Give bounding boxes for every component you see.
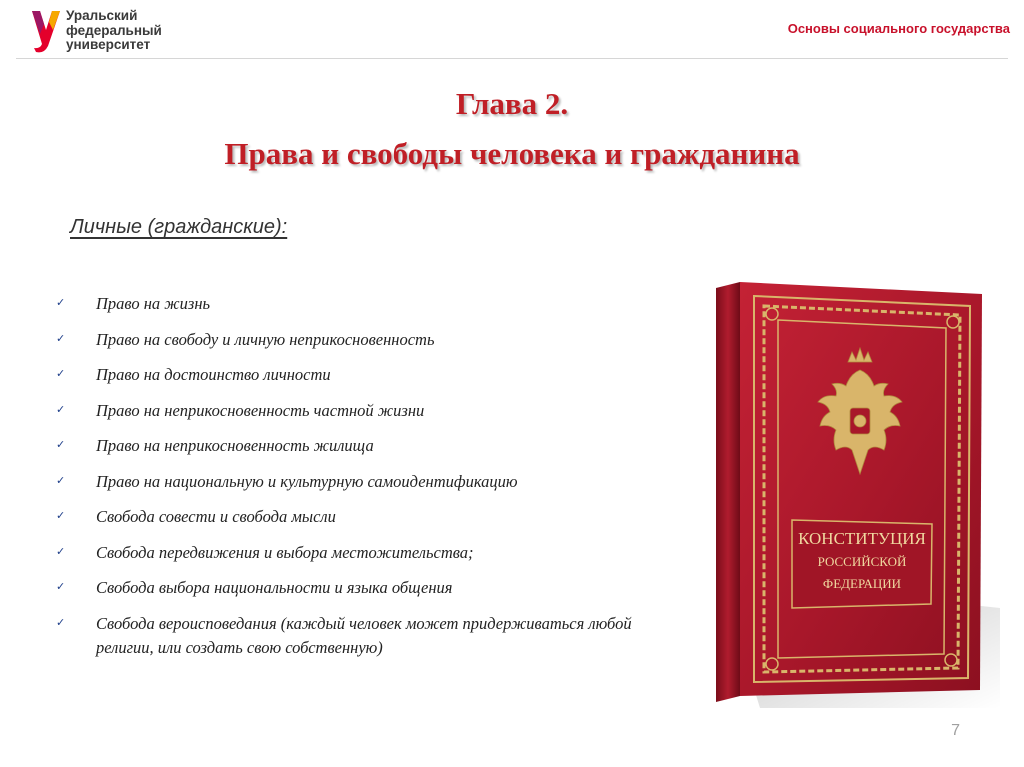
list-item <box>56 612 656 672</box>
ural-university-logo-icon <box>28 8 62 54</box>
list-item-text: Право на жизнь <box>96 294 211 313</box>
list-item <box>56 434 656 470</box>
book-title-line: РОССИЙСКОЙ <box>817 554 907 569</box>
list-item <box>56 541 656 577</box>
list-item-text: Свобода передвижения и выбора местожительства; <box>96 542 474 562</box>
list-item-text: Право на свободу и личную неприкосновенность <box>96 329 435 349</box>
logo-line: университет <box>66 37 151 52</box>
check-icon: ✓ <box>56 473 66 487</box>
book-title-line: ФЕДЕРАЦИИ <box>822 576 902 591</box>
check-icon: ✓ <box>56 296 66 309</box>
list-item-text: Право на неприкосновенность частной жизни <box>96 400 425 420</box>
logo-text <box>66 9 162 53</box>
section-subtitle: Личные (гражданские): <box>70 216 288 238</box>
chapter-number: Глава 2. <box>455 86 569 121</box>
book-title-line: КОНСТИТУЦИЯ <box>798 529 926 548</box>
list-item-text: Свобода вероисповедания (каждый человек может придерживаться любой религии, или создать свою собственную) <box>96 613 632 657</box>
book-spine <box>716 282 740 702</box>
list-item <box>56 363 656 399</box>
list-item-text: Свобода выбора национальности и языка общения <box>96 578 453 597</box>
check-icon: ✓ <box>56 580 66 593</box>
list-item <box>56 328 656 364</box>
check-icon: ✓ <box>56 367 66 380</box>
page-number: 7 <box>951 722 960 739</box>
list-item-text: Право на национальную и культурную самоидентификацию <box>96 471 518 491</box>
check-icon: ✓ <box>56 331 66 345</box>
list-item-text: Свобода совести и свобода мысли <box>96 507 336 526</box>
university-logo <box>28 8 198 54</box>
check-icon: ✓ <box>56 544 66 558</box>
check-icon: ✓ <box>56 402 66 416</box>
constitution-book-image <box>700 278 1000 708</box>
check-icon: ✓ <box>56 615 66 629</box>
list-item <box>56 292 656 328</box>
check-icon: ✓ <box>56 438 66 451</box>
list-item-text: Право на неприкосновенность жилища <box>96 436 374 455</box>
list-item <box>56 576 656 612</box>
logo-line: Уральский <box>66 8 138 23</box>
course-title: Основы социального государства <box>787 21 1010 36</box>
logo-line: федеральный <box>66 22 162 38</box>
chapter-title: Права и свободы человека и гражданина <box>224 136 800 171</box>
list-item <box>56 399 656 435</box>
check-icon: ✓ <box>56 509 66 522</box>
rights-list <box>56 292 656 672</box>
list-item <box>56 470 656 506</box>
header-divider <box>16 58 1008 59</box>
list-item <box>56 505 656 541</box>
list-item-text: Право на достоинство личности <box>96 365 331 384</box>
